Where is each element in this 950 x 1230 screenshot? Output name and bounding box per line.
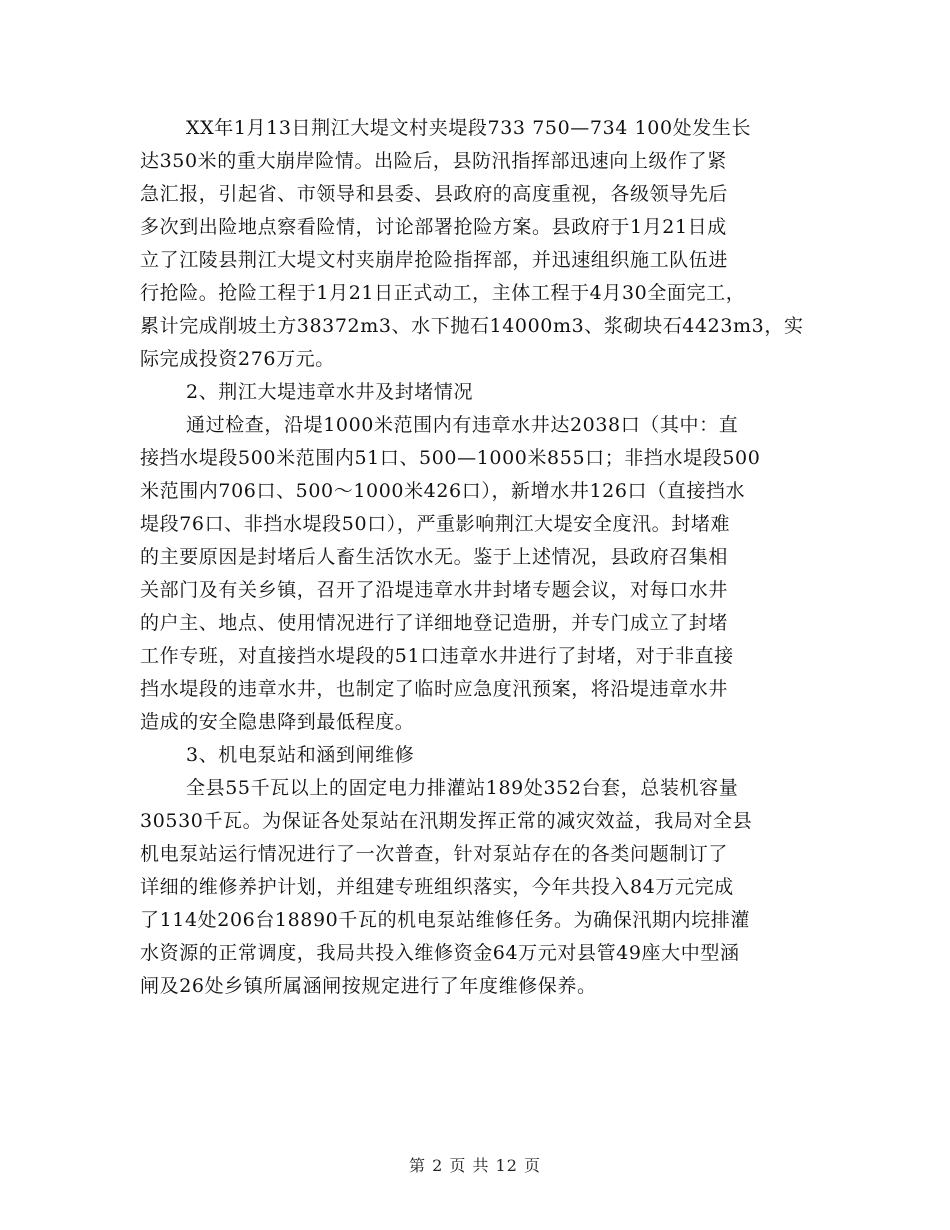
- text-line: 挡水堤段的违章水井，也制定了临时应急度汛预案，将沿堤违章水井: [140, 678, 729, 700]
- text-line: 了114处206台18890千瓦的机电泵站维修任务。为确保汛期内垸排灌: [140, 909, 750, 931]
- text-line: 立了江陵县荆江大堤文村夹崩岸抢险指挥部，并迅速组织施工队伍进: [140, 249, 729, 271]
- text-line: 累计完成削坡土方38372m3、水下抛石14000m3、浆砌块石4423m3，实: [140, 315, 804, 337]
- text-line: 行抢险。抢险工程于1月21日正式动工，主体工程于4月30全面完工，: [140, 282, 746, 304]
- text-line: 详细的维修养护计划，并组建专班组织落实，今年共投入84万元完成: [140, 876, 734, 898]
- text-line: 水资源的正常调度，我局共投入维修资金64万元对县管49座大中型涵: [140, 942, 740, 964]
- text-line: 闸及26处乡镇所属涵闸按规定进行了年度维修保养。: [140, 975, 597, 997]
- section-heading-2: 2、荆江大堤违章水井及封堵情况: [186, 381, 474, 403]
- text-line: 工作专班，对直接挡水堤段的51口违章水井进行了封堵，对于非直接: [140, 645, 734, 667]
- text-line: 达350米的重大崩岸险情。出险后，县防汛指挥部迅速向上级作了紧: [140, 150, 727, 172]
- text-line: 堤段76口、非挡水堤段50口），严重影响荆江大堤安全度汛。封堵难: [140, 513, 731, 535]
- text-line: 机电泵站运行情况进行了一次普查，针对泵站存在的各类问题制订了: [140, 843, 729, 865]
- text-line: 30530千瓦。为保证各处泵站在汛期发挥正常的减灾效益，我局对全县: [140, 810, 753, 832]
- text-line: 造成的安全隐患降到最低程度。: [140, 711, 415, 733]
- text-line: 全县55千瓦以上的固定电力排灌站189处352台套，总装机容量: [186, 777, 739, 799]
- text-line: 米范围内706口、500～1000米426口），新增水井126口（直接挡水: [140, 480, 746, 502]
- text-line: 的主要原因是封堵后人畜生活饮水无。鉴于上述情况，县政府召集相: [140, 546, 729, 568]
- text-line: 接挡水堤段500米范围内51口、500—1000米855口；非挡水堤段500: [140, 447, 761, 469]
- page-number-footer: 第 2 页 共 12 页: [409, 1156, 541, 1175]
- text-line: 关部门及有关乡镇，召开了沿堤违章水井封堵专题会议，对每口水井: [140, 579, 729, 601]
- text-line: 多次到出险地点察看险情，讨论部署抢险方案。县政府于1月21日成: [140, 216, 727, 238]
- text-line: 通过检查，沿堤1000米范围内有违章水井达2038口（其中：直: [186, 414, 739, 436]
- text-line: 的户主、地点、使用情况进行了详细地登记造册，并专门成立了封堵: [140, 612, 729, 634]
- text-line: 际完成投资276万元。: [140, 348, 335, 370]
- text-line: XX年1月13日荆江大堤文村夹堤段733 750—734 100处发生长: [186, 117, 752, 139]
- section-heading-3: 3、机电泵站和涵到闸维修: [186, 744, 415, 766]
- text-line: 急汇报，引起省、市领导和县委、县政府的高度重视，各级领导先后: [140, 183, 729, 205]
